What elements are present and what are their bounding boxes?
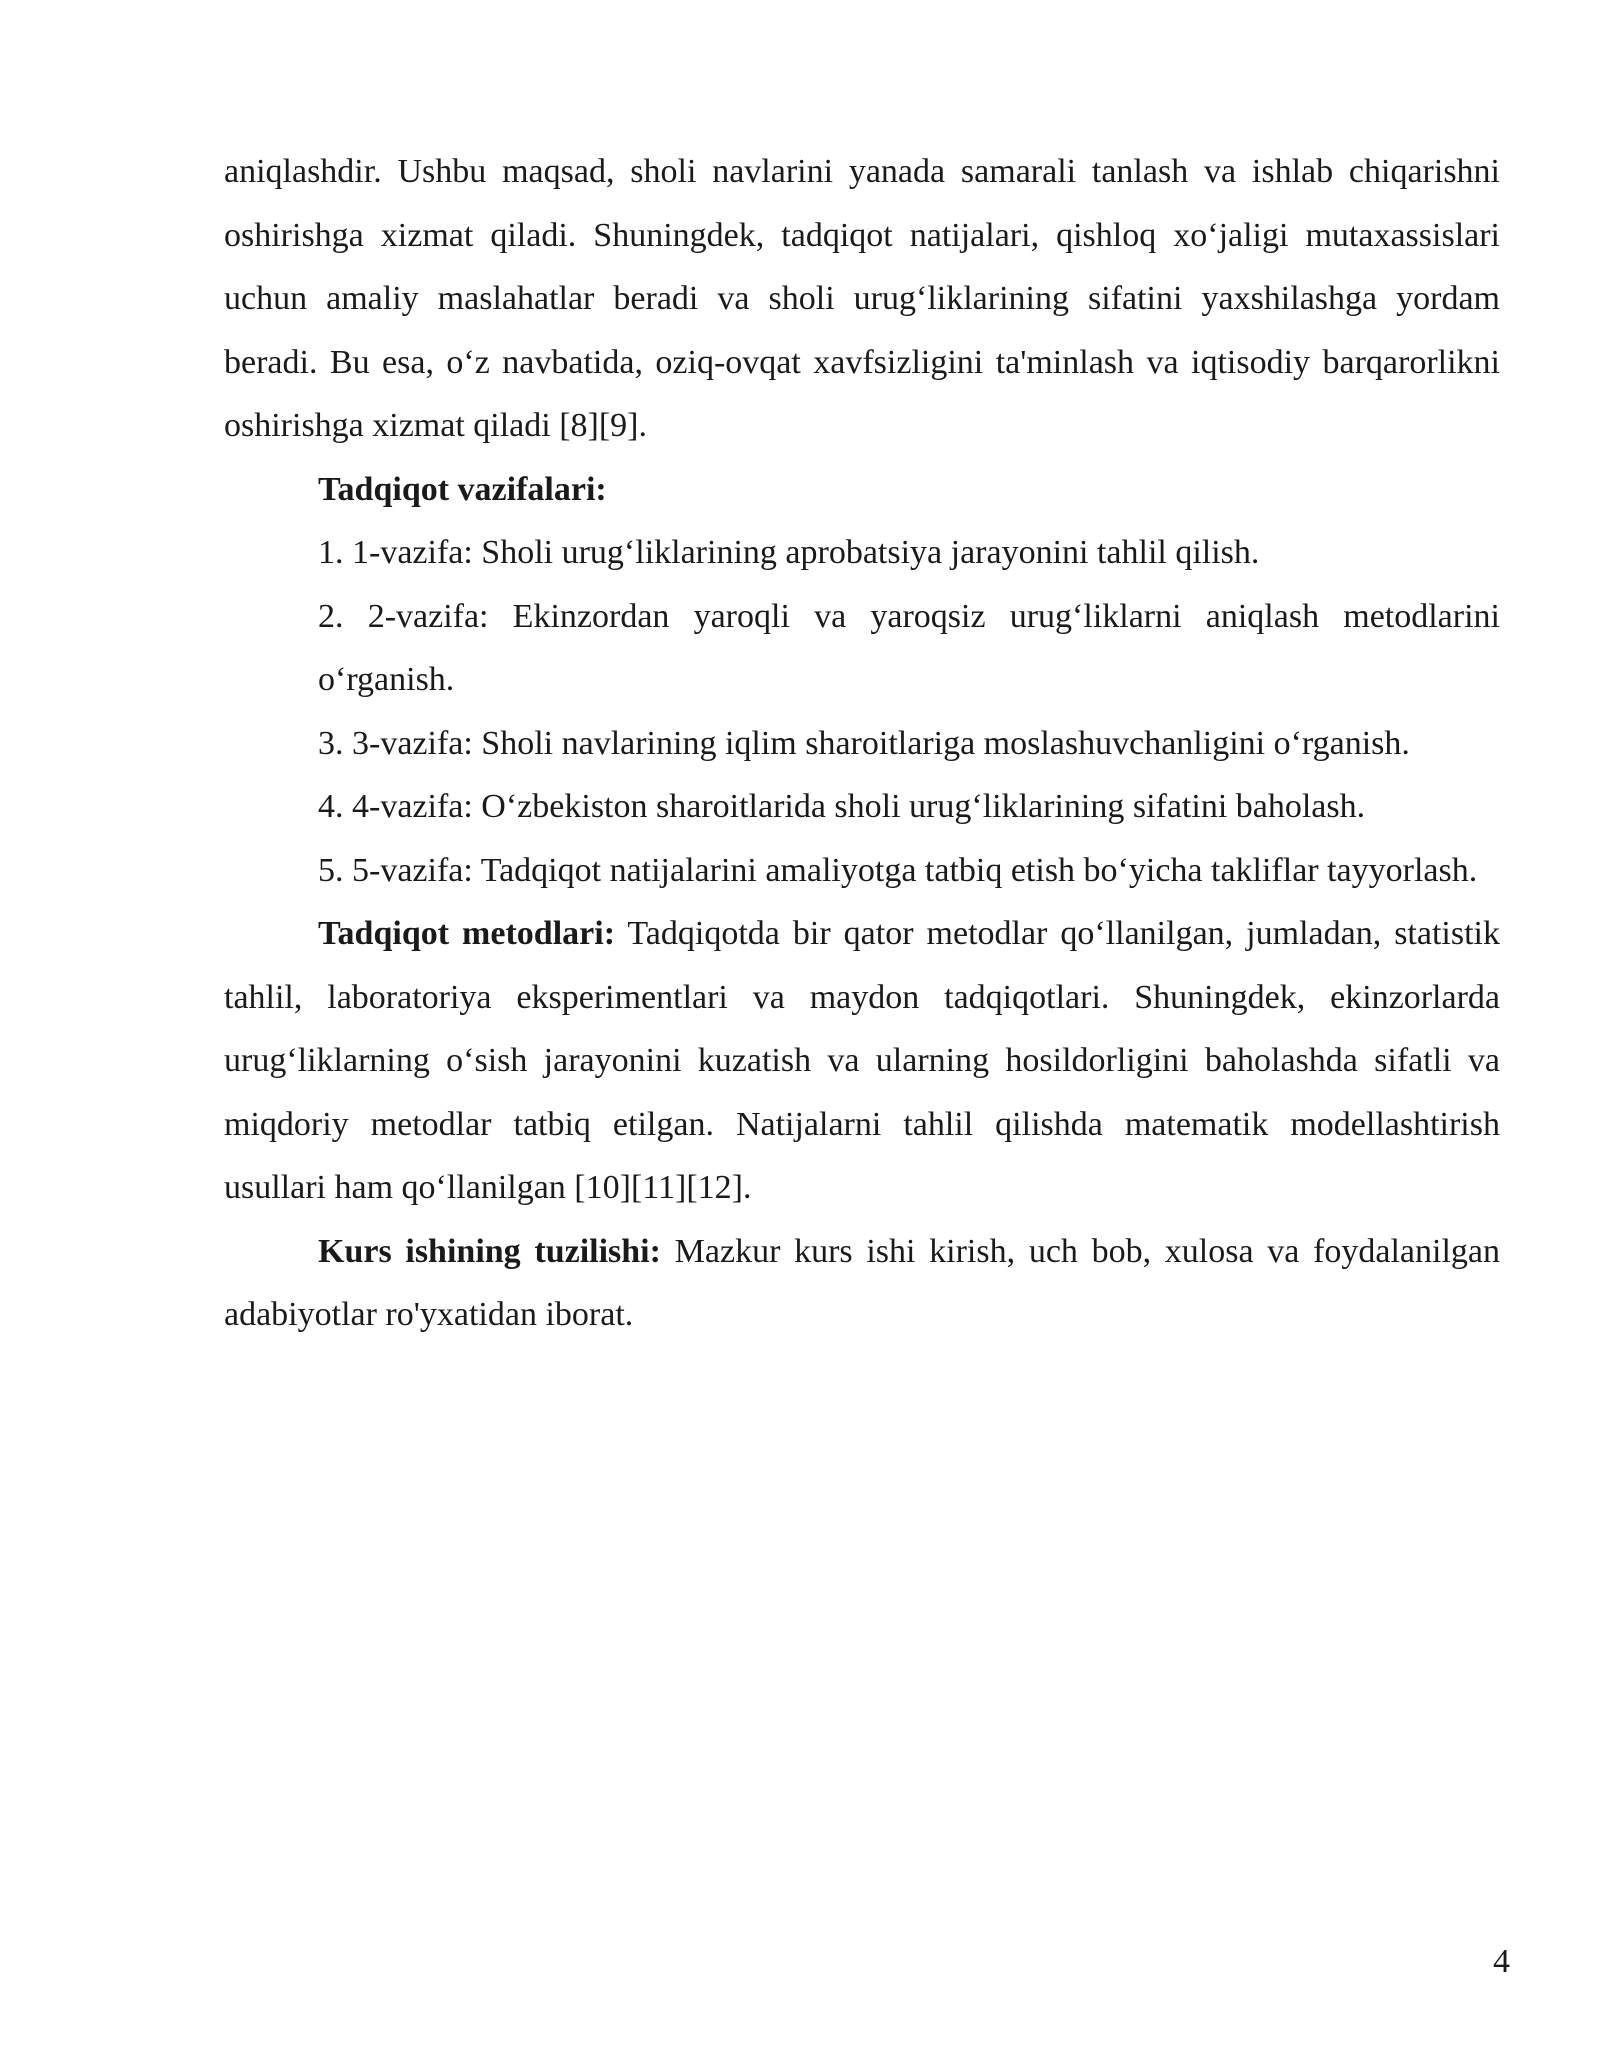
methods-text: Tadqiqotda bir qator metodlar qo‘llanilgan, jumladan, statistik tahlil, laboratoriya eksperimentlari va maydon tadqiqotlari. Shuningdek, ekinzorlarda urug‘liklarning o‘sish jarayonini kuzatish va ularning hosildorligini baholashda sifatli va miqdoriy metodlar tatbiq etilgan. Natijalarni tahlil qilishda matematik modellashtirish usullari ham qo‘llanilgan [10][11][12]. [224,915,1500,1206]
tasks-heading-label: Tadqiqot vazifalari: [318,470,607,508]
methods-paragraph [224,902,1500,1220]
task-item-1: 1. 1-vazifa: Sholi urug‘liklarining aprobatsiya jarayonini tahlil qilish. [318,534,1260,571]
task-item-3: 3. 3-vazifa: Sholi navlarining iqlim sharoitlariga moslashuvchanligini o‘rganish. [318,724,1410,762]
structure-paragraph [224,1220,1500,1347]
methods-label: Tadqiqot metodlari: [318,915,616,952]
tasks-heading [224,458,1500,522]
structure-text: Mazkur kurs ishi kirish, uch bob, xulosa va foydalanilgan adabiyotlar ro'yxatidan iborat. [224,1232,1500,1333]
intro-paragraph: aniqlashdir. Ushbu maqsad, sholi navlarini yanada samarali tanlash va ishlab chiqarishni oshirishga xizmat qiladi. Shuningdek, tadqiqot natijalari, qishloq xo‘jaligi mutaxassislari uchun amaliy maslahatlar beradi va sholi urug‘liklarining sifatini yaxshilashga yordam beradi. Bu esa, o‘z navbatida, oziq-ovqat xavfsizligini ta'minlash va iqtisodiy barqarorlikni oshirishga xizmat qiladi [8][9]. [224,153,1500,444]
task-item-5: 5. 5-vazifa: Tadqiqot natijalarini amaliyotga tatbiq etish bo‘yicha takliflar tayyorlash. [318,851,1478,889]
page-body [224,140,1500,1347]
task-item-2: 2. 2-vazifa: Ekinzordan yaroqli va yaroqsiz urug‘liklarni aniqlash metodlarini o‘rganish. [318,597,1500,698]
page-number: 4 [1493,1943,1510,1980]
structure-label: Kurs ishining tuzilishi: [318,1232,661,1270]
task-item-4: 4. 4-vazifa: O‘zbekiston sharoitlarida sholi urug‘liklarining sifatini baholash. [318,788,1366,825]
